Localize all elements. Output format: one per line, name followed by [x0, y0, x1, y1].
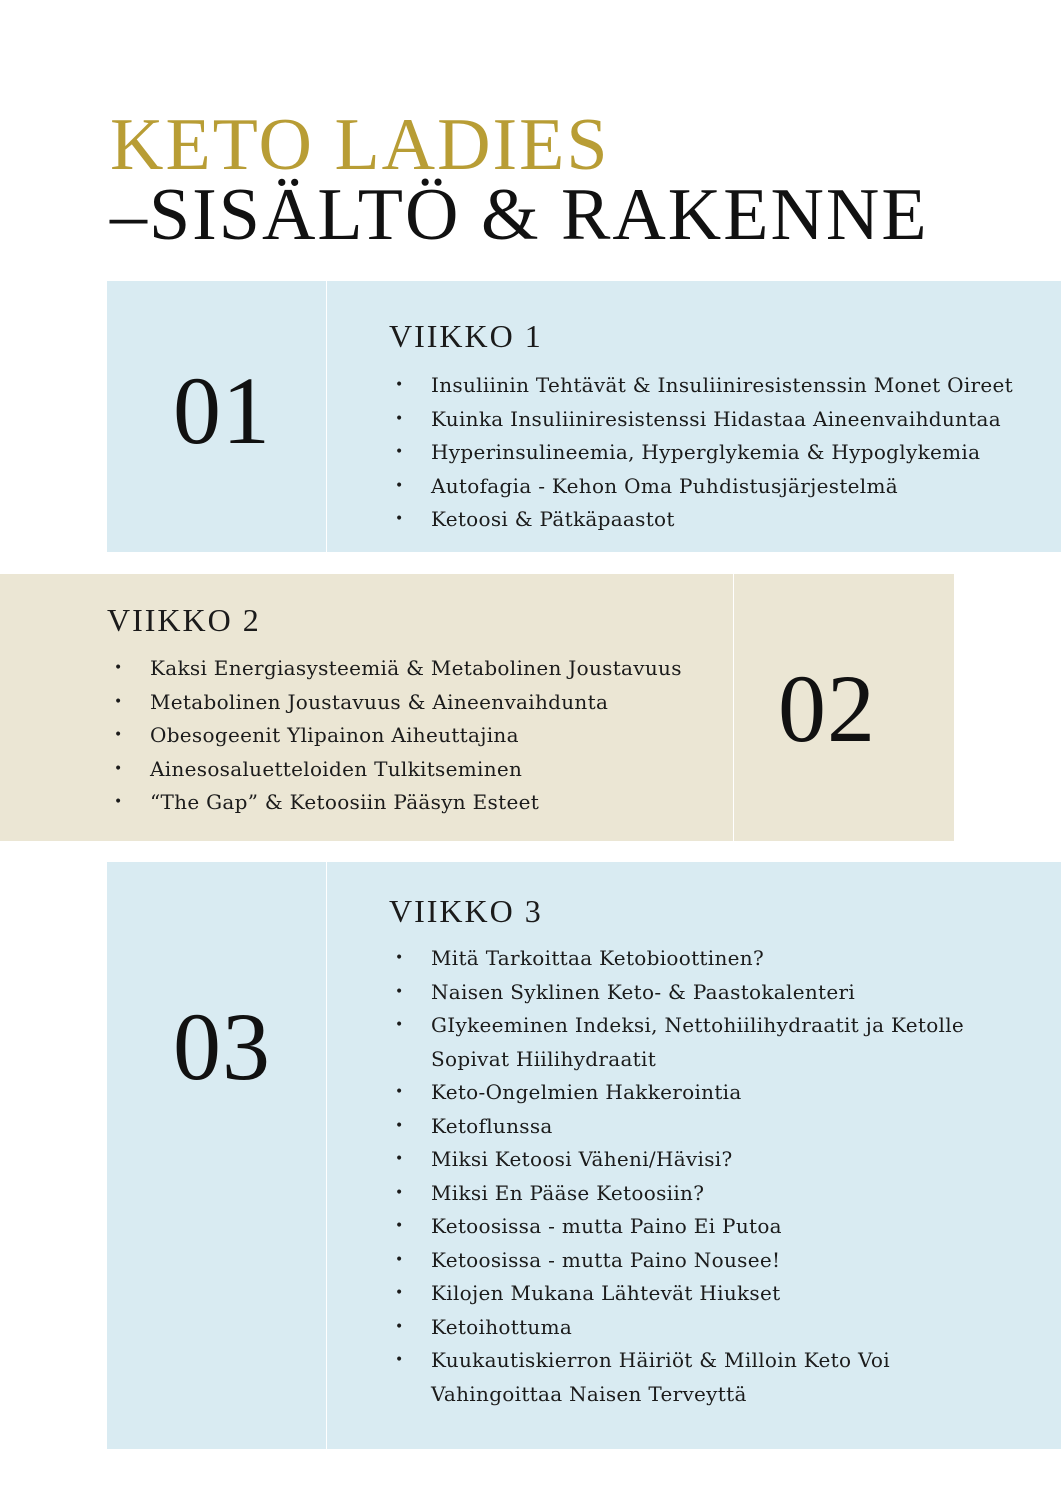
list-item: • Ketoihottuma	[395, 1311, 995, 1345]
list-item: • Keto-Ongelmien Hakkerointia	[395, 1076, 995, 1110]
list-item: • Ainesosaluetteloiden Tulkitseminen	[114, 753, 729, 787]
list-item: • Miksi En Pääse Ketoosiin?	[395, 1177, 995, 1211]
bullet-icon: •	[114, 794, 123, 810]
bullet-icon: •	[395, 477, 404, 494]
week-3-heading: VIIKKO 3	[389, 893, 543, 929]
week-1-divider	[326, 281, 327, 552]
list-item: • Hyperinsulineemia, Hyperglykemia & Hypoglykemia	[395, 436, 1045, 470]
list-item: • Miksi Ketoosi Väheni/Hävisi?	[395, 1143, 995, 1177]
list-item: • “The Gap” & Ketoosiin Pääsyn Esteet	[114, 786, 729, 820]
list-item: • Naisen Syklinen Keto- & Paastokalenteri	[395, 976, 995, 1010]
bullet-icon: •	[114, 660, 123, 676]
list-item: • Ketoosissa - mutta Paino Ei Putoa	[395, 1210, 995, 1244]
bullet-icon: •	[395, 1017, 404, 1033]
title-content-structure: –SISÄLTÖ & RAKENNE	[110, 174, 929, 256]
bullet-icon: •	[395, 1084, 404, 1100]
bullet-icon: •	[114, 760, 123, 777]
list-item: • Metabolinen Joustavuus & Aineenvaihdunta	[114, 686, 729, 720]
week-3-divider	[326, 862, 327, 1449]
bullet-icon: •	[395, 1151, 404, 1167]
list-item: • Autofagia - Kehon Oma Puhdistusjärjestelmä	[395, 470, 1045, 504]
list-item: • Insuliinin Tehtävät & Insuliiniresistenssin Monet Oireet	[395, 369, 1045, 403]
week-2-topic-list	[114, 652, 729, 820]
list-item: • Kaksi Energiasysteemiä & Metabolinen Joustavuus	[114, 652, 729, 686]
list-item: • Kuukautiskierron Häiriöt & Milloin Keto Voi Vahingoittaa Naisen Terveyttä	[395, 1344, 995, 1411]
bullet-icon: •	[395, 950, 404, 966]
list-item: • GIykeeminen Indeksi, Nettohiilihydraatit ja Ketolle Sopivat Hiilihydraatit	[395, 1009, 995, 1076]
week-1-panel	[107, 281, 1061, 552]
bullet-icon: •	[395, 511, 404, 527]
week-1-heading: VIIKKO 1	[389, 318, 543, 354]
bullet-icon: •	[395, 1352, 404, 1368]
list-item: • Ketoflunssa	[395, 1110, 995, 1144]
list-item: • Obesogeenit Ylipainon Aiheuttajina	[114, 719, 729, 753]
week-2-heading: VIIKKO 2	[107, 602, 261, 638]
week-3-topic-list	[395, 942, 995, 1411]
bullet-icon: •	[395, 1218, 404, 1234]
bullet-icon: •	[395, 1285, 404, 1301]
bullet-icon: •	[395, 983, 404, 1000]
week-2-number: 02	[778, 655, 876, 762]
week-3-panel	[107, 862, 1061, 1449]
week-1-number: 01	[173, 357, 271, 464]
list-item: • Mitä Tarkoittaa Ketobioottinen?	[395, 942, 995, 976]
bullet-icon: •	[395, 377, 404, 393]
bullet-icon: •	[395, 1318, 404, 1335]
week-3-number: 03	[173, 993, 271, 1100]
bullet-icon: •	[395, 1251, 404, 1268]
week-1-topic-list	[395, 369, 1045, 537]
bullet-icon: •	[114, 693, 123, 710]
week-2-panel	[0, 574, 954, 841]
title-keto-ladies: KETO LADIES	[110, 104, 610, 186]
bullet-icon: •	[395, 410, 404, 427]
list-item: • Ketoosi & Pätkäpaastot	[395, 503, 1045, 537]
bullet-icon: •	[114, 727, 123, 743]
list-item: • Kilojen Mukana Lähtevät Hiukset	[395, 1277, 995, 1311]
week-2-divider	[733, 574, 734, 841]
list-item: • Ketoosissa - mutta Paino Nousee!	[395, 1244, 995, 1278]
bullet-icon: •	[395, 1117, 404, 1134]
bullet-icon: •	[395, 444, 404, 460]
list-item: • Kuinka Insuliiniresistenssi Hidastaa Aineenvaihduntaa	[395, 403, 1045, 437]
bullet-icon: •	[395, 1184, 404, 1201]
